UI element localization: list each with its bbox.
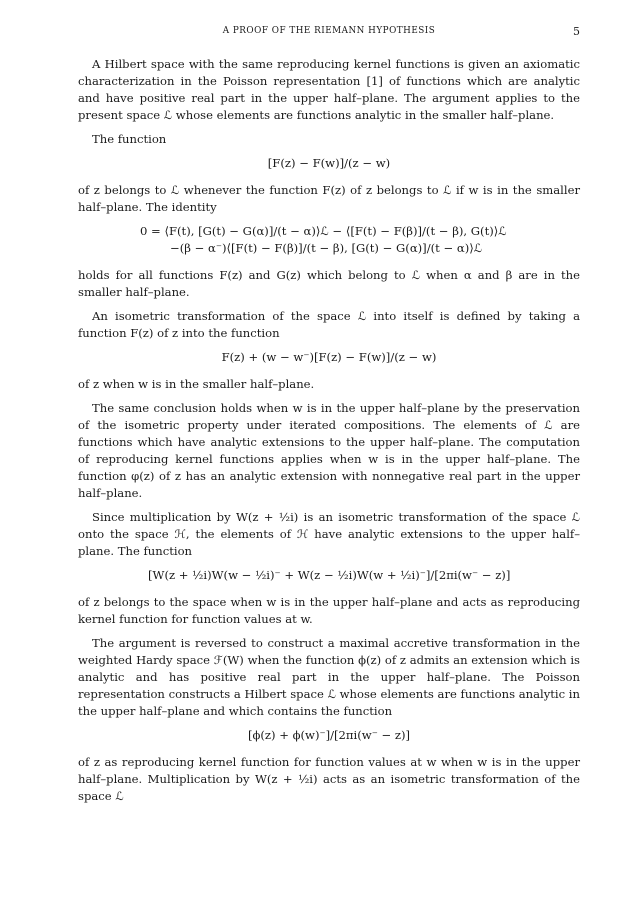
- paragraph-3: of z belongs to ℒ whenever the function F(z) of z belongs to ℒ if w is in the smaller half–plane. The identity: [78, 183, 580, 214]
- paragraph-1: A Hilbert space with the same reproducing kernel functions is given an axiomatic characterization in the Poisson representation [1] of functions which are analytic and have positive real part in the upper half–plane. The argument applies to the present space ℒ whose elements are functions analytic in the smaller half–plane.: [78, 57, 580, 122]
- paragraph-10: The argument is reversed to construct a maximal accretive transformation in the weighted Hardy space ℱ(W) when the function ϕ(z) of z admits an extension which is analytic and has positive real part in the upper half–plane. The Poisson representation constructs a Hilbert space ℒ whose elements are functions analytic in the upper half–plane and which contains the function: [78, 636, 580, 718]
- page-header: [78, 26, 580, 40]
- equation-2: [78, 223, 580, 257]
- page-number: 5: [573, 25, 580, 38]
- equation-4: [78, 567, 580, 584]
- running-title: A PROOF OF THE RIEMANN HYPOTHESIS: [222, 26, 436, 36]
- equation-2-line-2: −(β − α⁻)⟨[F(t) − F(β)]/(t − β), [G(t) − G(α)]/(t − α)⟩ℒ: [170, 241, 483, 255]
- paragraph-9: of z belongs to the space when w is in the upper half–plane and acts as reproducing kernel function for function values at w.: [78, 595, 580, 626]
- equation-1: [F(z) − F(w)]/(z − w): [267, 156, 391, 170]
- equation-2-line-1: 0 = ⟨F(t), [G(t) − G(α)]/(t − α)⟩ℒ − ⟨[F(t) − F(β)]/(t − β), G(t)⟩ℒ: [140, 224, 507, 238]
- equation-3: F(z) + (w − w⁻)[F(z) − F(w)]/(z − w): [221, 350, 437, 364]
- paragraph-4: holds for all functions F(z) and G(z) which belong to ℒ when α and β are in the smaller half–plane.: [78, 268, 580, 299]
- paragraph-11: of z as reproducing kernel function for function values at w when w is in the upper half–plane. Multiplication by W(z + ½i) acts as an isometric transformation of the space ℒ: [78, 755, 580, 803]
- page-body: [78, 56, 580, 812]
- paragraph-8: Since multiplication by W(z + ½i) is an isometric transformation of the space ℒ onto the space ℋ, the elements of ℋ have analytic extensions to the upper half–plane. The function: [78, 510, 580, 558]
- paragraph-2: The function: [92, 132, 167, 146]
- equation-4-line: [W(z + ½i)W(w − ½i)⁻ + W(z − ½i)W(w + ½i)⁻]/[2πi(w⁻ − z)]: [148, 568, 511, 582]
- paragraph-5: An isometric transformation of the space ℒ into itself is defined by taking a function F(z) of z into the function: [78, 309, 580, 340]
- paragraph-7: The same conclusion holds when w is in the upper half–plane by the preservation of the isometric property under iterated compositions. The elements of ℒ are functions which have analytic extensions to the upper half–plane. The computation of reproducing kernel functions applies when w is in the upper half–plane. The function φ(z) of z has an analytic extension with nonnegative real part in the upper half–plane.: [78, 401, 580, 500]
- equation-5: [ϕ(z) + ϕ(w)⁻]/[2πi(w⁻ − z)]: [247, 728, 411, 742]
- paragraph-6: of z when w is in the smaller half–plane.: [78, 377, 315, 391]
